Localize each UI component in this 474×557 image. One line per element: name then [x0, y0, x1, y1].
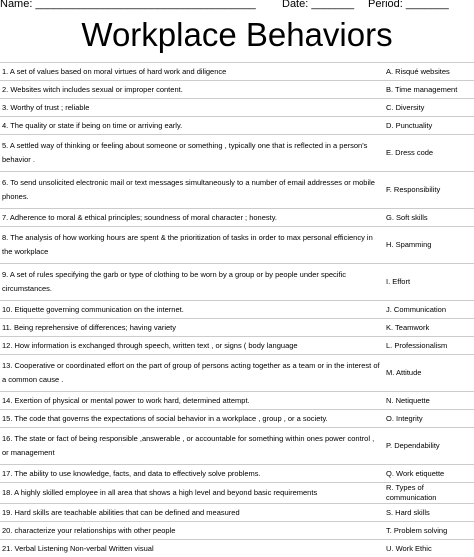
question-text: 5. A settled way of thinking or feeling about someone or something , typically one that is reflected in a person's behavior . — [2, 141, 368, 164]
question-text: 9. A set of rules specifying the garb or type of clothing to be worn by a group or by people under specific circumstances. — [2, 270, 346, 293]
answer-option: S. Hard skills — [386, 507, 430, 517]
question-text: 7. Adherence to moral & ethical principles; soundness of moral character ; honesty. — [2, 212, 278, 222]
question-row — [0, 62, 474, 80]
answer-option: D. Punctuality — [386, 120, 433, 130]
question-text: 3. Worthy of trust ; reliable — [2, 102, 90, 112]
question-row — [0, 300, 474, 318]
question-row — [0, 503, 474, 521]
answer-option: K. Teamwork — [386, 322, 430, 332]
question-row — [0, 336, 474, 354]
answer-option: G. Soft skills — [386, 212, 428, 222]
question-text: 6. To send unsolicited electronic mail or text messages simultaneously to a number of email addresses or mobile phones. — [2, 178, 375, 201]
question-row — [0, 521, 474, 539]
question-text: 16. The state or fact of being responsible ,answerable , or accountable for something within ones power control , or management — [2, 434, 375, 457]
question-text: 21. Verbal Listening Non-verbal Written visual — [2, 543, 154, 553]
answer-option: H. Spamming — [386, 240, 432, 249]
answer-option: U. Work Ethic — [386, 543, 432, 553]
question-text: 10. Etiquette governing communication on the internet. — [2, 304, 184, 314]
answer-option: L. Professionalism — [386, 340, 448, 350]
period-field[interactable]: Period: _______ — [368, 0, 449, 10]
answer-option: N. Netiquette — [386, 395, 430, 405]
answer-option: T. Problem solving — [386, 525, 448, 535]
worksheet-title: Workplace Behaviors — [81, 16, 393, 53]
worksheet-header — [0, 0, 474, 12]
question-text: 18. A highly skilled employee in all area that shows a high level and beyond basic requirements — [2, 488, 318, 497]
question-text: 15. The code that governs the expectations of social behavior in a workplace , group , or a society. — [2, 413, 328, 423]
answer-option: R. Types of communication — [386, 483, 437, 502]
question-row — [0, 539, 474, 557]
answer-option: E. Dress code — [386, 148, 434, 157]
question-row — [0, 318, 474, 336]
question-text: 8. The analysis of how working hours are spent & the prioritization of tasks in order to max personal efficiency in the workplace — [2, 233, 373, 256]
matching-list — [0, 62, 474, 557]
question-row — [0, 354, 474, 391]
question-row — [0, 409, 474, 427]
question-row — [0, 116, 474, 134]
answer-option: P. Dependability — [386, 441, 440, 450]
question-row — [0, 171, 474, 208]
answer-option: I. Effort — [386, 277, 411, 286]
question-text: 12. How information is exchanged through speech, written text , or signs ( body language — [2, 340, 298, 350]
question-row — [0, 427, 474, 464]
question-row — [0, 464, 474, 482]
answer-option: F. Responsibility — [386, 185, 441, 194]
question-row — [0, 391, 474, 409]
answer-option: O. Integrity — [386, 413, 423, 423]
question-text: 1. A set of values based on moral virtues of hard work and diligence — [2, 66, 227, 76]
date-field[interactable]: Date: _______ — [282, 0, 355, 10]
question-text: 19. Hard skills are teachable abilities that can be defined and measured — [2, 507, 240, 517]
answer-option: B. Time management — [386, 84, 458, 94]
question-text: 20. characterize your relationships with other people — [2, 525, 176, 535]
question-text: 11. Being reprehensive of differences; having variety — [2, 322, 176, 332]
question-text: 14. Exertion of physical or mental power to work hard, determined attempt. — [2, 395, 250, 405]
question-text: 2. Websites witch includes sexual or improper content. — [2, 84, 183, 94]
question-row — [0, 98, 474, 116]
question-row — [0, 263, 474, 300]
answer-option: J. Communication — [386, 304, 447, 314]
question-text: 17. The ability to use knowledge, facts, and data to effectively solve problems. — [2, 468, 261, 478]
answer-option: M. Attitude — [386, 368, 422, 377]
question-row — [0, 80, 474, 98]
question-row — [0, 482, 474, 503]
name-field[interactable]: Name: ____________________________________ — [0, 0, 256, 10]
question-row — [0, 208, 474, 226]
question-text: 4. The quality or state if being on time or arriving early. — [2, 120, 183, 130]
question-row — [0, 134, 474, 171]
answer-option: C. Diversity — [386, 102, 425, 112]
question-text: 13. Cooperative or coordinated effort on the part of group of persons acting together as a team or in the interest of a common cause . — [2, 361, 380, 384]
answer-option: Q. Work etiquette — [386, 468, 445, 478]
answer-option: A. Risqué websites — [386, 66, 450, 76]
question-row — [0, 226, 474, 263]
